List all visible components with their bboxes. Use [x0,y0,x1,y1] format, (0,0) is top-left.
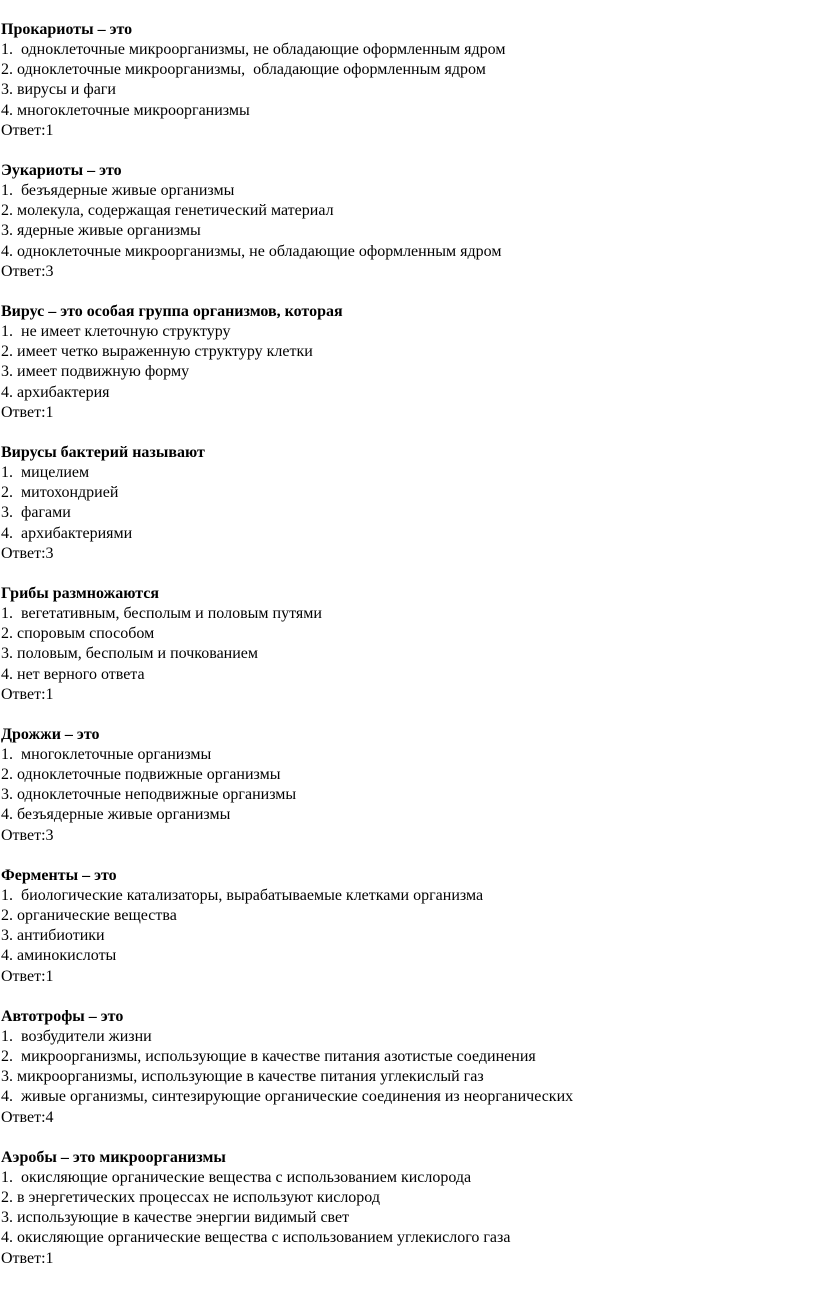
answer-option: 1. биологические катализаторы, вырабатываемые клетками организма [1,887,484,905]
answer-option: 2. молекула, содержащая генетический материал [1,202,334,220]
answer-option: 3. половым, бесполым и почкованием [1,645,259,663]
question-block [1,1148,811,1269]
answer-option: 4. многоклеточные микроорганизмы [1,101,250,119]
correct-answer: Ответ:1 [1,685,54,703]
question-title: Вирусы бактерий называют [1,443,205,461]
answer-option: 2. одноклеточные подвижные организмы [1,766,281,784]
correct-answer: Ответ:1 [1,121,54,139]
answer-option: 3. имеет подвижную форму [1,363,190,381]
answer-option: 1. многоклеточные организмы [1,746,212,764]
answer-option: 2. имеет четко выраженную структуру клетки [1,343,313,361]
answer-option: 4. безъядерные живые организмы [1,806,231,824]
answer-option: 2. одноклеточные микроорганизмы, обладающие оформленным ядром [1,61,486,79]
answer-option: 4. одноклеточные микроорганизмы, не обладающие оформленным ядром [1,242,502,260]
answer-option: 3. микроорганизмы, использующие в качестве питания углекислый газ [1,1068,484,1086]
answer-option: 4. живые организмы, синтезирующие органические соединения из неорганических [1,1088,574,1106]
answer-option: 1. не имеет клеточную структуру [1,323,231,341]
question-block [1,443,811,564]
answer-option: 2. органические вещества [1,907,177,925]
document-page [1,20,811,1289]
question-block [1,161,811,282]
answer-option: 1. возбудители жизни [1,1028,152,1046]
correct-answer: Ответ:3 [1,826,54,844]
question-title: Грибы размножаются [1,584,160,602]
correct-answer: Ответ:3 [1,262,54,280]
answer-option: 1. одноклеточные микроорганизмы, не обладающие оформленным ядром [1,41,506,59]
answer-option: 4. нет верного ответа [1,665,145,683]
correct-answer: Ответ:1 [1,403,54,421]
question-block [1,302,811,423]
answer-option: 3. вирусы и фаги [1,81,116,99]
answer-option: 3. использующие в качестве энергии видимый свет [1,1209,350,1227]
question-title: Прокариоты – это [1,21,133,38]
correct-answer: Ответ:3 [1,544,54,562]
answer-option: 4. архибактерия [1,383,110,401]
question-title: Аэробы – это микроорганизмы [1,1148,226,1166]
question-block [1,20,811,141]
question-block [1,725,811,846]
answer-option: 1. безъядерные живые организмы [1,182,235,200]
question-block [1,584,811,705]
question-title: Ферменты – это [1,866,117,884]
answer-option: 4. архибактериями [1,524,133,542]
answer-option: 4. окисляющие органические вещества с использованием углекислого газа [1,1229,511,1247]
question-block [1,866,811,987]
answer-option: 2. споровым способом [1,625,155,643]
question-block [1,1007,811,1128]
answer-option: 1. мицелием [1,464,90,482]
question-title: Дрожжи – это [1,725,100,743]
answer-option: 2. в энергетических процессах не используют кислород [1,1189,380,1207]
answer-option: 2. митохондрией [1,484,119,502]
correct-answer: Ответ:1 [1,1249,54,1267]
correct-answer: Ответ:4 [1,1108,54,1126]
question-title: Вирус – это особая группа организмов, которая [1,302,343,320]
answer-option: 1. окисляющие органические вещества с использованием кислорода [1,1169,472,1187]
correct-answer: Ответ:1 [1,967,54,985]
answer-option: 3. фагами [1,504,71,522]
answer-option: 3. антибиотики [1,927,105,945]
question-title: Эукариоты – это [1,161,122,179]
answer-option: 2. микроорганизмы, использующие в качестве питания азотистые соединения [1,1048,536,1066]
answer-option: 4. аминокислоты [1,947,117,965]
answer-option: 3. ядерные живые организмы [1,222,201,240]
answer-option: 3. одноклеточные неподвижные организмы [1,786,297,804]
answer-option: 1. вегетативным, бесполым и половым путями [1,605,322,623]
question-title: Автотрофы – это [1,1007,124,1025]
